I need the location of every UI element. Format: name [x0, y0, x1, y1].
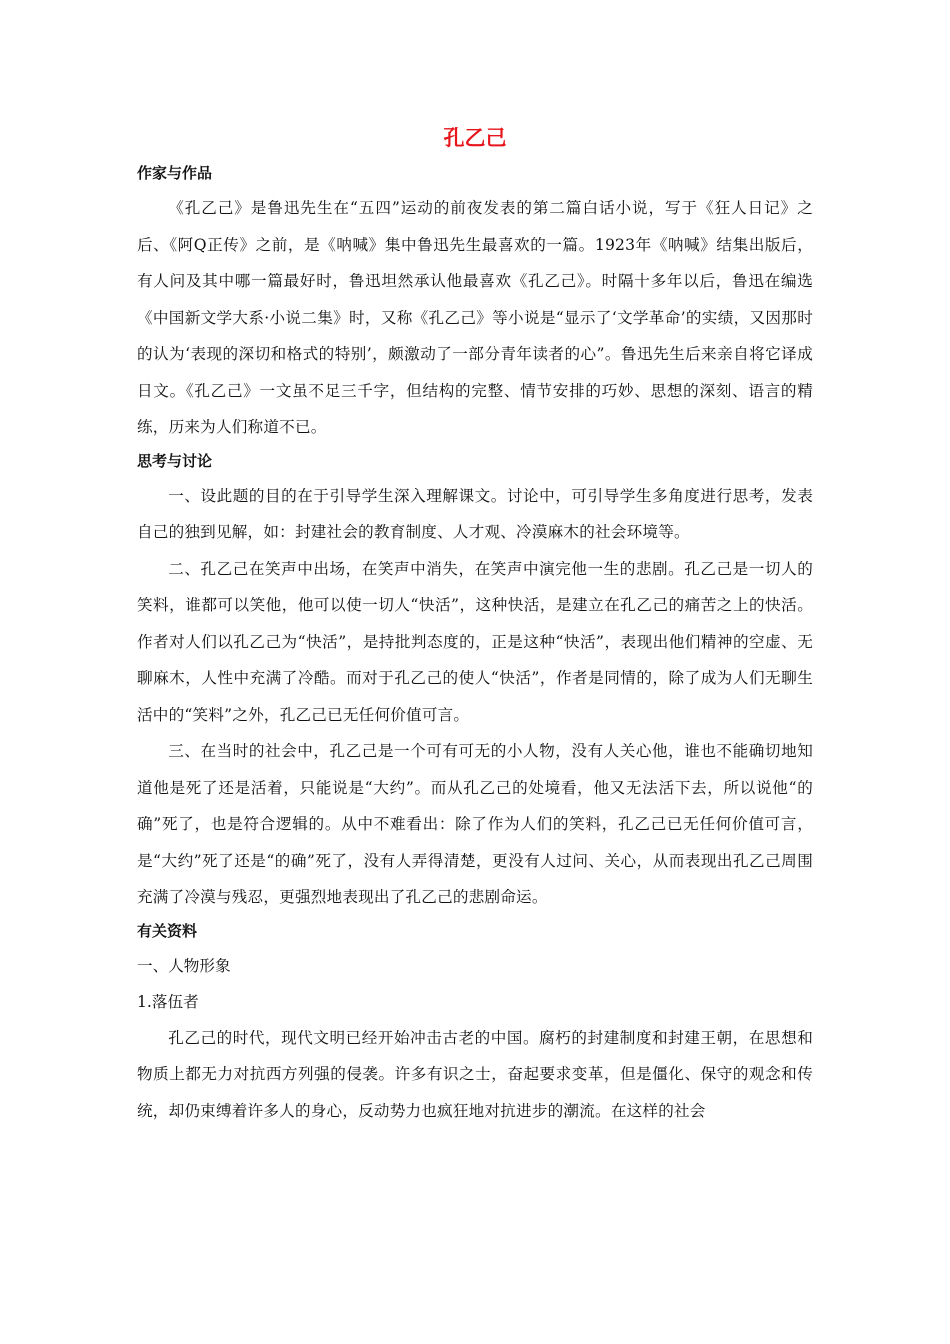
section-heading-author-work: 作家与作品	[137, 164, 213, 182]
section-heading-materials: 有关资料	[137, 921, 198, 940]
paragraph-discussion-2: 二、孔乙己在笑声中出场，在笑声中消失，在笑声中演完他一生的悲剧。孔乙己是一切人的笑料，谁都可以笑他，他可以使一切人“快活”，这种快活，是建立在孔乙己的痛苦之上的快活。作者对人们以孔乙己为“快活”，是持批判态度的，正是这种“快活”，表现出他们精神的空虚、无聊麻木，人性中充满了冷酷。而对于孔乙己的使人“快活”，作者是同情的，除了成为人们无聊生活中的“笑料”之外，孔乙己已无任何价值可言。	[137, 559, 813, 724]
subheading-character-image: 一、人物形象	[137, 956, 231, 975]
paragraph-author-work: 《孔乙己》是鲁迅先生在“五四”运动的前夜发表的第二篇白话小说，写于《狂人日记》之后、《阿Q正传》之前，是《呐喊》集中鲁迅先生最喜欢的一篇。1923年《呐喊》结集出版后，有人问及其中哪一篇最好时，鲁迅坦然承认他最喜欢《孔乙己》。时隔十多年以后，鲁迅在编选《中国新文学大系·小说二集》时，又称《孔乙己》等小说是“显示了‘文学革命’的实绩，又因那时的认为‘表现的深切和格式的特别’，颇激动了一部分青年读者的心”。鲁迅先生后来亲自将它译成日文。《孔乙己》一文虽不足三千字，但结构的完整、情节安排的巧妙、思想的深刻、语言的精练，历来为人们称道不已。	[137, 199, 813, 436]
paragraph-discussion-1: 一、设此题的目的在于引导学生深入理解课文。讨论中，可引导学生多角度进行思考，发表自己的独到见解，如：封建社会的教育制度、人才观、冷漠麻木的社会环境等。	[137, 486, 813, 541]
paragraph-discussion-3: 三、在当时的社会中，孔乙己是一个可有可无的小人物，没有人关心他，谁也不能确切地知道他是死了还是活着，只能说是“大约”。而从孔乙己的处境看，他又无法活下去，所以说他“的确”死了，也是符合逻辑的。从中不难看出：除了作为人们的笑料，孔乙己已无任何价值可言，是“大约”死了还是“的确”死了，没有人弄得清楚，更没有人过问、关心，从而表现出孔乙己周围充满了冷漠与残忍，更强烈地表现出了孔乙己的悲剧命运。	[137, 742, 813, 906]
paragraph-materials-1: 孔乙己的时代，现代文明已经开始冲击古老的中国。腐朽的封建制度和封建王朝，在思想和物质上都无力对抗西方列强的侵袭。许多有识之士，奋起要求变革，但是僵化、保守的观念和传统，却仍束缚着许多人的身心，反动势力也疯狂地对抗进步的潮流。在这样的社会	[137, 1028, 813, 1120]
subheading-laggard: 1.落伍者	[137, 992, 199, 1011]
document-title: 孔乙己	[443, 126, 507, 150]
document-body	[137, 160, 813, 1129]
section-heading-discussion: 思考与讨论	[137, 451, 213, 470]
